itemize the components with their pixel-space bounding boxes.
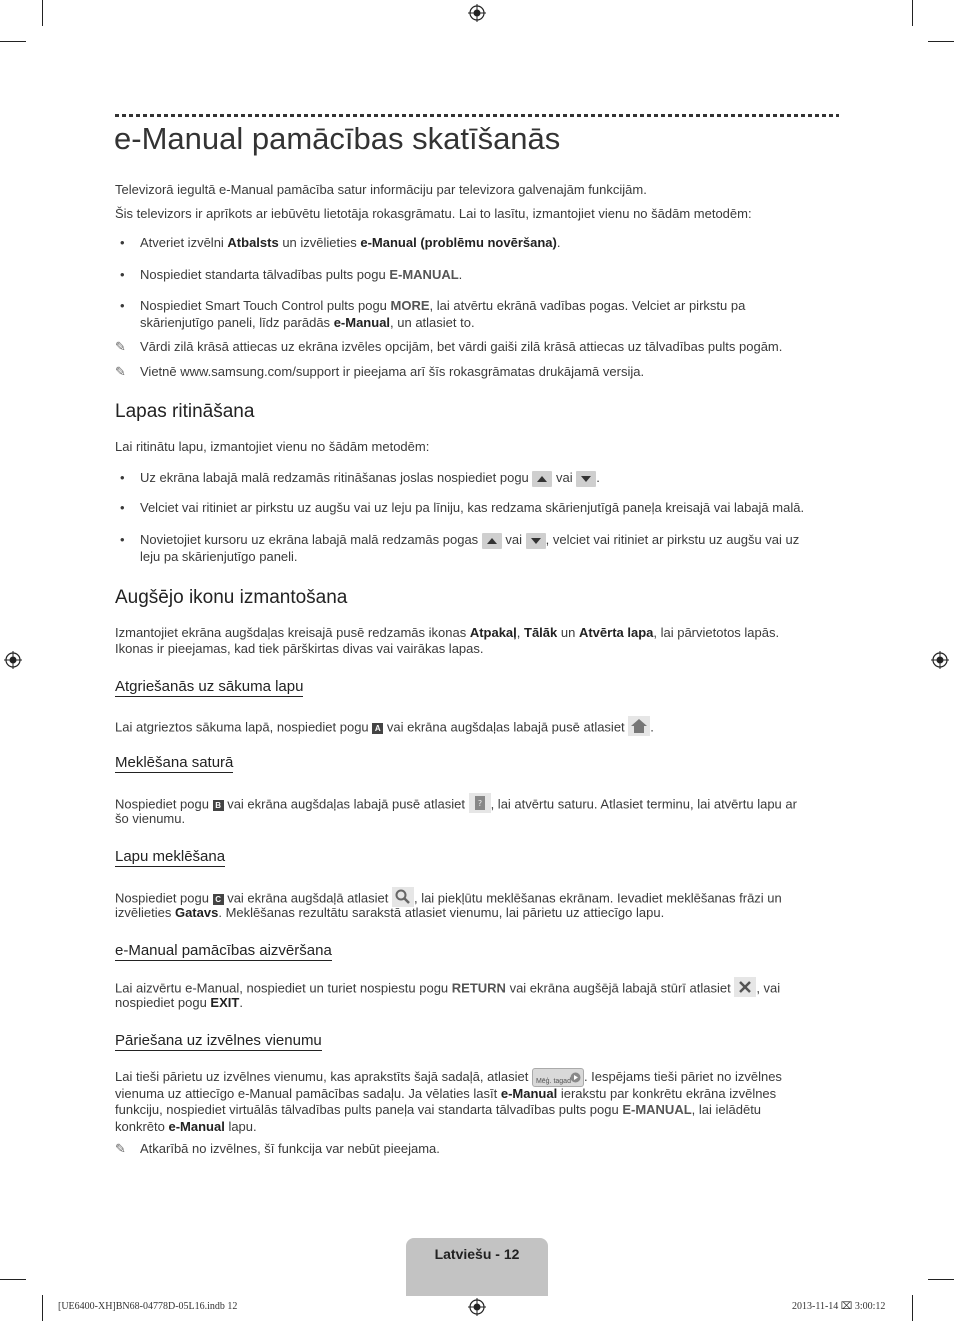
subsection-paragraph-continuation: šo vienumu. — [115, 811, 186, 826]
section-heading: Lapas ritināšana — [115, 401, 255, 422]
registration-mark-icon — [468, 1298, 486, 1316]
section-paragraph-continuation: Ikonas ir pieejamas, kad tiek pārškirtas divas vai vairākas lapas. — [115, 641, 484, 656]
subsection-paragraph-continuation: vienuma uz attiecīgo e-Manual pamācības sadaļu. Ja vēlaties lasīt e-Manual ierakstu par konkrētu ekrāna izvēlnes — [115, 1086, 777, 1101]
bullet-item-continuation: skārienjutīgo paneli, līdz parādās e-Manual, un atlasiet to. — [140, 315, 475, 330]
bullet-dot: • — [120, 267, 125, 282]
crop-mark — [42, 1295, 43, 1321]
intro-paragraph-2: Šis televizors ir aprīkots ar iebūvētu lietotāja rokasgrāmatu. Lai to lasītu, izmantojiet vienu no šādām metodēm: — [115, 206, 752, 221]
key-a-icon: A — [372, 723, 383, 734]
page-title: e-Manual pamācības skatīšanās — [114, 121, 561, 156]
intro-paragraph-1: Televizorā iegultā e-Manual pamācība satur informāciju par televizora galvenajām funkcijām. — [115, 182, 647, 197]
bullet-item: Uz ekrāna labajā malā redzamās ritināšanas joslas nospiediet pogu vai . — [140, 470, 600, 485]
section-paragraph: Izmantojiet ekrāna augšdaļas kreisajā pusē redzamās ikonas Atpakaļ, Tālāk un Atvērta lapa, lai pārvietotos lapās. — [115, 625, 780, 640]
registration-mark-icon — [468, 4, 486, 22]
crop-mark — [0, 1279, 26, 1280]
scroll-up-icon — [532, 471, 552, 487]
subsection-paragraph-continuation: konkrēto e-Manual lapu. — [115, 1119, 257, 1134]
subsection-paragraph: Lai aizvērtu e-Manual, nospiediet un turiet nospiestu pogu RETURN vai ekrāna augšējā labajā stūrī atlasiet , vai — [115, 977, 780, 1001]
bullet-dot: • — [120, 532, 125, 547]
subsection-paragraph-continuation: funkciju, nospiediet virtuālās tālvadības pults paneļa vai standarta tālvadības pults pogu E-MANUAL, lai ielādētu — [115, 1102, 762, 1117]
bullet-dot: • — [120, 470, 125, 485]
crop-mark — [912, 0, 913, 26]
page-number-label: Latviešu - 12 — [434, 1246, 520, 1262]
key-b-icon: B — [213, 800, 224, 811]
scroll-up-icon — [482, 533, 502, 549]
scroll-down-icon — [526, 533, 546, 549]
bullet-item: Atveriet izvēlni Atbalsts un izvēlieties e-Manual (problēmu novēršana). — [140, 235, 561, 250]
subsection-heading: e-Manual pamācības aizvēršana — [115, 942, 332, 959]
subsection-paragraph-continuation: izvēlieties Gatavs. Meklēšanas rezultātu sarakstā atlasiet vienumu, lai pārietu uz attiecīgo lapu. — [115, 905, 665, 920]
bullet-item: Novietojiet kursoru uz ekrāna labajā malā redzamās pogas vai , velciet vai ritiniet ar pirkstu uz augšu vai uz — [140, 532, 800, 547]
scroll-down-icon — [576, 471, 596, 487]
print-date-info: 2013-11-14 ⌧ 3:00:12 — [792, 1301, 886, 1312]
note-text: Vārdi zilā krāsā attiecas uz ekrāna izvēles opcijām, bet vārdi gaiši zilā krāsā attiecas uz tālvadības pults pogām. — [140, 339, 783, 354]
bullet-dot: • — [120, 298, 125, 313]
pencil-note-icon: ✎ — [115, 364, 126, 379]
subsection-heading: Lapu meklēšana — [115, 848, 226, 865]
bullet-item: Nospiediet Smart Touch Control pults pogu MORE, lai atvērtu ekrānā vadības pogas. Velciet ar pirkstu pa — [140, 298, 746, 313]
section-intro: Lai ritinātu lapu, izmantojiet vienu no šādām metodēm: — [115, 439, 430, 454]
bullet-dot: • — [120, 500, 125, 515]
subsection-paragraph: Lai tieši pārietu uz izvēlnes vienumu, kas aprakstīts šajā sadaļā, atlasiet Mēģ. tagad . Iespējams tieši pāriet no izvēlnes — [115, 1069, 782, 1086]
subsection-paragraph: Nospiediet pogu B vai ekrāna augšdaļas labajā pusē atlasiet ? , lai atvērtu saturu. Atlasiet terminu, lai atvērtu lapu ar — [115, 793, 797, 817]
subsection-paragraph-continuation: nospiediet pogu EXIT. — [115, 995, 243, 1010]
title-dotted-rule — [115, 114, 839, 117]
note-text: Atkarībā no izvēlnes, šī funkcija var nebūt pieejama. — [140, 1141, 440, 1156]
subsection-paragraph: Lai atgrieztos sākuma lapā, nospiediet pogu A vai ekrāna augšdaļas labajā pusē atlasiet . — [115, 716, 654, 740]
print-file-info: [UE6400-XH]BN68-04778D-05L16.indb 12 — [58, 1301, 238, 1312]
index-icon — [469, 793, 491, 817]
pencil-note-icon: ✎ — [115, 339, 126, 354]
crop-mark — [928, 1279, 954, 1280]
subsection-heading: Meklēšana saturā — [115, 754, 234, 771]
crop-mark — [912, 1295, 913, 1321]
note-text: Vietnē www.samsung.com/support ir pieejama arī šīs rokasgrāmatas drukājamā versija. — [140, 364, 645, 379]
bullet-item-continuation: leju pa skārienjutīgo paneli. — [140, 549, 298, 564]
close-icon — [734, 977, 756, 1001]
subsection-heading: Pāriešana uz izvēlnes vienumu — [115, 1032, 322, 1049]
registration-mark-icon — [4, 651, 22, 669]
crop-mark — [42, 0, 43, 26]
try-now-button: Mēģ. tagad — [532, 1068, 584, 1087]
bullet-item: Nospiediet standarta tālvadības pults pogu E-MANUAL. — [140, 267, 463, 282]
bullet-dot: • — [120, 235, 125, 250]
subsection-heading: Atgriešanās uz sākuma lapu — [115, 678, 304, 695]
subsection-paragraph: Nospiediet pogu C vai ekrāna augšdaļā atlasiet , lai piekļūtu meklēšanas ekrānam. Ievadiet meklēšanas frāzi un — [115, 887, 782, 911]
bullet-item: Velciet vai ritiniet ar pirkstu uz augšu vai uz leju pa līniju, kas redzama skārienjutīgā paneļa kreisajā vai labajā malā. — [140, 500, 805, 515]
key-c-icon: C — [213, 894, 224, 905]
registration-mark-icon — [931, 651, 949, 669]
pencil-note-icon: ✎ — [115, 1141, 126, 1156]
crop-mark — [0, 41, 26, 42]
svg-text:?: ? — [477, 799, 482, 808]
section-heading: Augšējo ikonu izmantošana — [115, 587, 348, 608]
crop-mark — [928, 41, 954, 42]
home-icon — [628, 716, 650, 740]
